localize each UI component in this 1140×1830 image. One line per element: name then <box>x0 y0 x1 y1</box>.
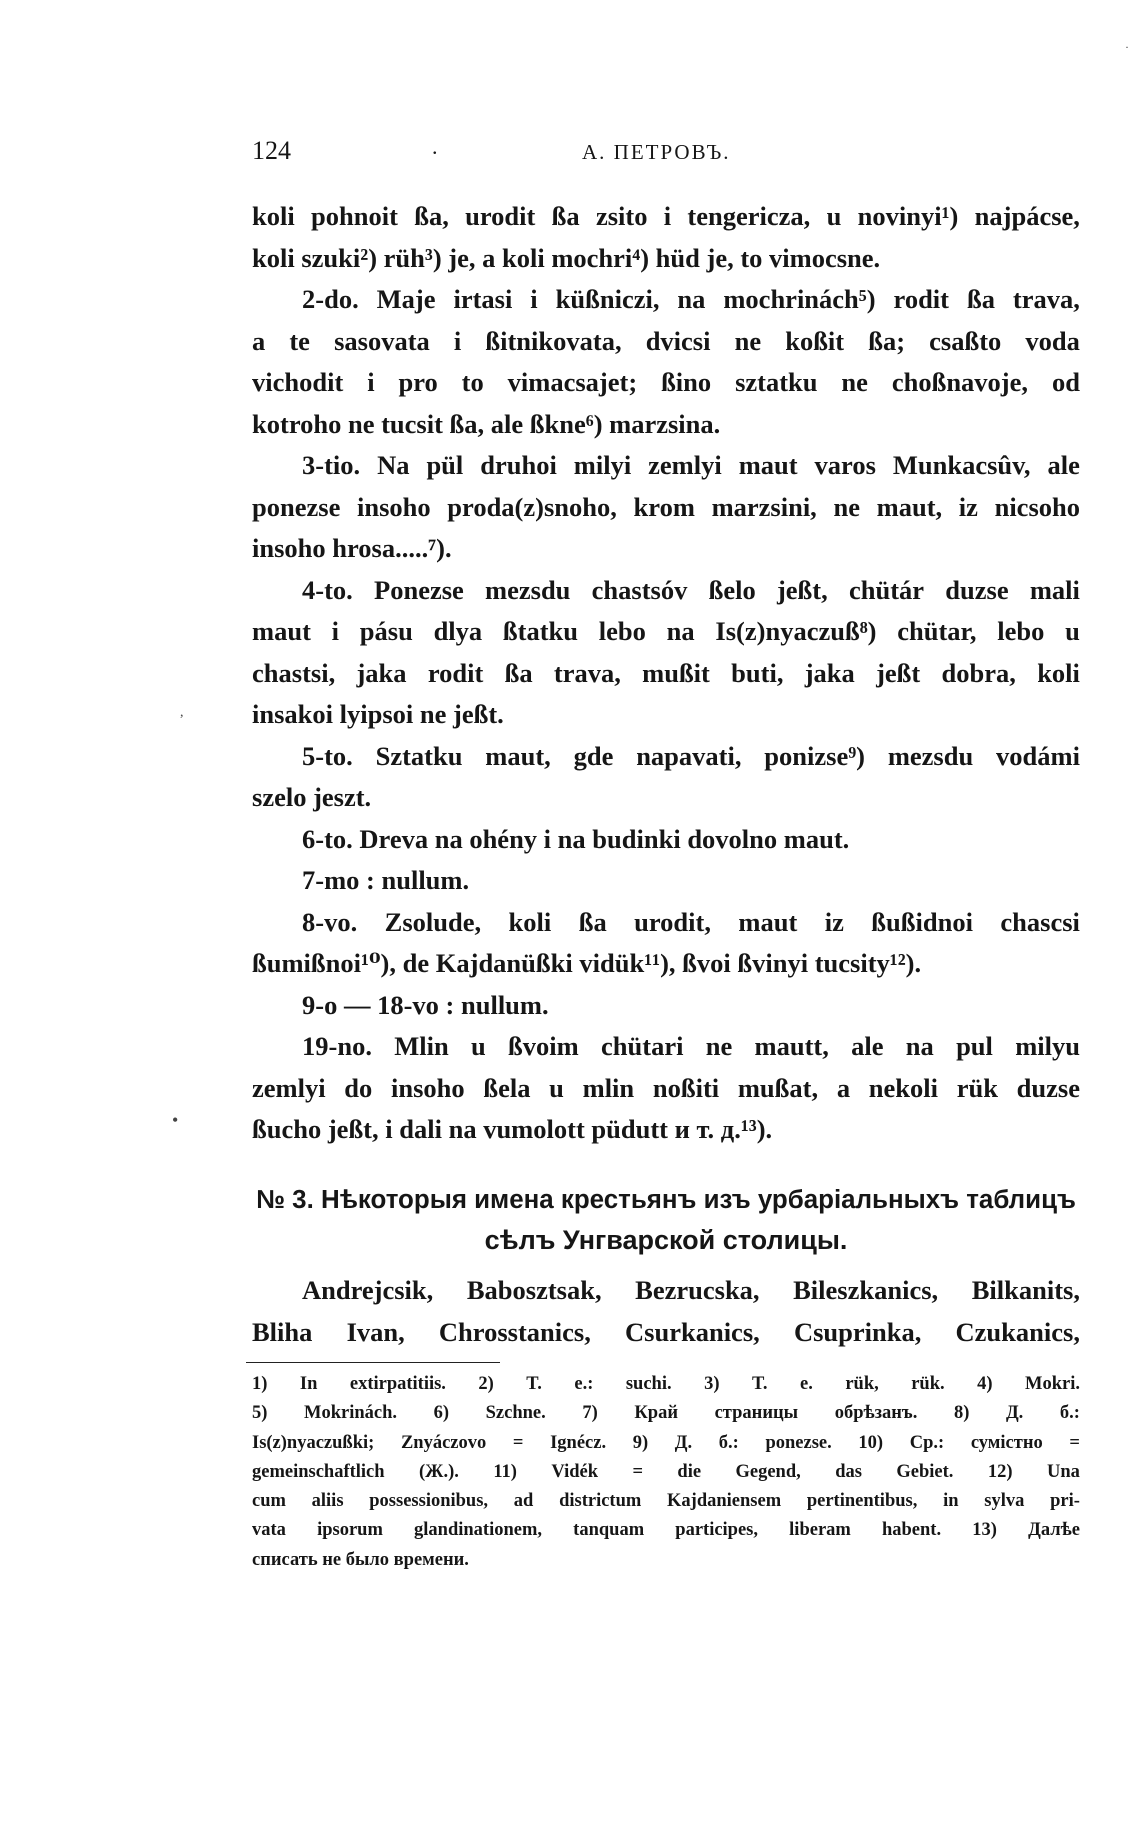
word: 3) <box>704 1374 720 1394</box>
word: Is(z)nyaczuß⁸) <box>715 616 877 646</box>
word: habent. <box>881 1520 942 1541</box>
word: urodit, <box>634 906 711 937</box>
word: ßitnikovata, <box>485 325 622 356</box>
word: ale <box>851 1031 884 1061</box>
word: marzsini, <box>711 491 817 522</box>
word: Kajdaniensem <box>667 1491 782 1512</box>
word: napavati, <box>636 740 742 771</box>
word: tanquam <box>573 1520 645 1541</box>
word: pri- <box>1050 1491 1080 1512</box>
word: Zsolude, <box>384 906 482 937</box>
word: ponezse. <box>765 1432 832 1453</box>
word: jaka <box>356 657 407 688</box>
word: Znyáczovo <box>400 1432 487 1453</box>
word: T. <box>526 1374 542 1394</box>
text-line: ßumißnoi¹⁰), de Kajdanüßki vidük¹¹), ßvoi ßvinyi tucsity¹²). <box>252 948 922 978</box>
footnote-line <box>252 1399 1080 1428</box>
word: mußat, <box>737 1072 819 1103</box>
word: vata <box>252 1520 286 1541</box>
word: rük <box>956 1072 998 1103</box>
word: insoho <box>390 1072 465 1103</box>
page-header <box>252 136 1080 176</box>
word: Sztatku <box>375 740 463 771</box>
word: insoho <box>356 491 431 522</box>
word: Una <box>1046 1461 1080 1482</box>
word: Chrosstanics, <box>438 1316 591 1347</box>
word: б.: <box>718 1432 739 1453</box>
word: = <box>1069 1432 1080 1453</box>
names-line <box>252 1270 1080 1312</box>
word: 6) <box>433 1403 450 1424</box>
word: do <box>344 1072 373 1103</box>
word: i <box>530 284 538 314</box>
word: das <box>835 1461 862 1482</box>
word: participes, <box>675 1520 759 1541</box>
word: (Ж.). <box>419 1461 459 1482</box>
scan-speck: , <box>180 705 184 720</box>
word: ne <box>833 491 860 522</box>
word: ßela <box>483 1072 531 1103</box>
word: 9) <box>632 1432 649 1453</box>
word: zsito <box>595 201 648 231</box>
word: pro <box>398 367 438 397</box>
word: u <box>549 1072 564 1103</box>
word: in <box>943 1491 959 1512</box>
word: Mokrinách. <box>304 1403 398 1424</box>
word: ne <box>734 325 762 356</box>
word: chascsi <box>1000 906 1080 937</box>
word: maut <box>738 450 798 480</box>
word: Bileszkanics, <box>793 1275 939 1305</box>
footnote-line <box>252 1429 1080 1458</box>
text-line: ßucho jeßt, i dali na vumolott püdutt и т. д.¹³). <box>252 1114 773 1144</box>
word: pül <box>426 450 464 480</box>
word: najpácse, <box>974 201 1080 231</box>
word: страницы <box>714 1403 799 1424</box>
word: rük. <box>911 1374 945 1394</box>
text-line: 6-to. Dreva na ohény i na budinki dovolno maut. <box>302 823 850 854</box>
word: In <box>299 1374 318 1394</box>
word: jeßt, <box>776 574 828 605</box>
word: dobra, <box>941 657 1016 688</box>
word: nekoli <box>868 1072 938 1103</box>
word: na <box>677 284 706 314</box>
word: maut <box>252 616 311 646</box>
running-head: А. ПЕТРОВЪ. <box>582 140 731 164</box>
word: jaka <box>804 657 855 688</box>
word: buti, <box>731 657 784 688</box>
word: i <box>453 325 462 356</box>
word: duzse <box>1016 1072 1080 1103</box>
text-line: kotroho ne tucsit ßa, ale ßkne⁶) marzsina. <box>252 408 721 439</box>
word: 3-tio. <box>302 450 361 480</box>
word: ßa <box>551 201 580 231</box>
text-line: insoho hrosa.....⁷). <box>252 533 452 563</box>
word: ßa <box>966 284 995 314</box>
word: 8) <box>953 1403 970 1424</box>
word: Край <box>634 1403 678 1424</box>
text-line <box>252 321 1080 363</box>
section-heading <box>252 1180 1080 1260</box>
word: te <box>289 325 310 356</box>
word: Szchne. <box>485 1403 546 1424</box>
footnote-line <box>252 1516 1080 1545</box>
word: chütari <box>601 1031 684 1061</box>
word: ßa; <box>868 325 906 356</box>
word: Andrejcsik, <box>302 1275 434 1305</box>
text-line <box>252 902 1080 944</box>
text-line <box>252 362 1080 404</box>
word: Ponezse <box>374 574 464 605</box>
word: koli <box>1037 657 1080 688</box>
word: noßiti <box>652 1072 720 1103</box>
word: u <box>1065 616 1080 646</box>
word: ne <box>705 1031 733 1061</box>
word: chütar, <box>897 616 977 646</box>
word: Is(z)nyaczußki; <box>252 1432 375 1453</box>
word: extirpatitiis. <box>349 1374 446 1394</box>
word: milyu <box>1015 1031 1080 1061</box>
scan-speck: • <box>172 1110 179 1130</box>
word: 8-vo. <box>302 906 358 937</box>
word: voda <box>1025 325 1080 356</box>
footnote-line <box>252 1458 1080 1487</box>
text-line <box>252 487 1080 529</box>
word: Ivan, <box>346 1316 405 1347</box>
word: 5-to. <box>302 740 353 771</box>
word: nicsoho <box>994 491 1080 522</box>
word: jeßt <box>876 657 921 688</box>
text-line <box>252 736 1080 778</box>
word: rodit <box>893 284 949 314</box>
word: ale <box>1047 450 1080 480</box>
word: ßa, <box>414 201 449 231</box>
word: mezsdu <box>485 574 571 605</box>
word: chastsóv <box>591 574 688 605</box>
word: aliis <box>311 1491 344 1512</box>
word: tengericza, <box>687 201 811 231</box>
word: liberam <box>789 1520 851 1541</box>
word: mezsdu <box>887 740 974 771</box>
footnote-line <box>252 1370 1080 1399</box>
word: ad <box>513 1491 534 1512</box>
word: zemlyi <box>252 1072 326 1103</box>
text-line <box>252 196 1080 238</box>
word: ßa <box>504 657 533 688</box>
word: Na <box>377 450 410 480</box>
word: e.: <box>574 1374 594 1394</box>
word: na <box>905 1031 934 1061</box>
word: lebo <box>598 616 646 646</box>
word: Далѣе <box>1028 1520 1080 1541</box>
text-line <box>252 1068 1080 1110</box>
word: novinyi¹) <box>857 201 959 231</box>
word: mautt, <box>754 1031 829 1061</box>
text-line <box>252 570 1080 612</box>
word: trava, <box>1012 284 1080 314</box>
word: ne <box>841 367 868 397</box>
word: 11) <box>493 1461 517 1482</box>
word: 5) <box>252 1403 268 1424</box>
text-line <box>252 279 1080 321</box>
word: a <box>836 1072 851 1103</box>
word: chastsi, <box>252 657 336 688</box>
word: 4-to. <box>302 574 353 605</box>
word: ponezse <box>252 491 341 522</box>
word: ßußidnoi <box>871 906 973 937</box>
word: ßino <box>661 367 712 397</box>
word: a <box>252 325 266 356</box>
word: druhoi <box>480 450 557 480</box>
word: krom <box>633 491 695 522</box>
footnotes <box>252 1370 1080 1575</box>
word: e. <box>800 1374 813 1394</box>
word: ipsorum <box>317 1520 383 1541</box>
word: 19-no. <box>302 1031 372 1061</box>
word: vimacsajet; <box>507 367 638 397</box>
word: Babosztsak, <box>466 1275 602 1305</box>
word: обрѣзанъ. <box>834 1403 918 1424</box>
word: sasovata <box>334 325 430 356</box>
text-line <box>252 1026 1080 1068</box>
word: iz <box>824 906 844 937</box>
word: u <box>471 1031 486 1061</box>
section-title-line-1: № 3. Нѣкоторыя имена крестьянъ изъ урбаріальныхъ таблицъ <box>256 1186 1076 1214</box>
word: Ignécz. <box>550 1432 607 1453</box>
word: sztatku <box>735 367 818 397</box>
word: Ср.: <box>909 1432 945 1453</box>
word: irtasi <box>453 284 513 314</box>
word: Bilkanits, <box>971 1275 1080 1305</box>
word: maut <box>738 906 798 937</box>
word: possessionibus, <box>369 1491 489 1512</box>
word: i <box>367 367 375 397</box>
word: = <box>512 1432 524 1453</box>
word: urodit <box>465 201 536 231</box>
word: Mlin <box>394 1031 449 1061</box>
word: ßvoim <box>508 1031 579 1061</box>
word: Gebiet. <box>896 1461 954 1482</box>
word: vodámi <box>996 740 1080 771</box>
word: ponizse⁹) <box>764 740 865 771</box>
word: pásu <box>359 616 413 646</box>
word: koli <box>508 906 552 937</box>
word: i <box>663 201 672 231</box>
text-line: szelo jeszt. <box>252 782 372 812</box>
footnote-divider <box>246 1362 500 1363</box>
word: lebo <box>997 616 1045 646</box>
word: proda(z)snoho, <box>447 491 617 522</box>
word: Vidék <box>551 1461 598 1482</box>
word: maut, <box>485 740 551 771</box>
word: die <box>677 1461 702 1482</box>
footnote-line <box>252 1487 1080 1516</box>
word: koli <box>252 201 295 231</box>
page-number: 124 <box>252 136 291 165</box>
word: Д. <box>1005 1403 1024 1424</box>
scan-speck: · <box>1125 40 1129 54</box>
names-list <box>252 1270 1080 1353</box>
word: chütár <box>848 574 925 605</box>
word: mußit <box>642 657 710 688</box>
text-line: koli szuki²) rüh³) je, a koli mochri⁴) hüd je, to vimocsne. <box>252 242 881 273</box>
word: Gegend, <box>735 1461 801 1482</box>
word: pohnoit <box>311 201 398 231</box>
word: to <box>461 367 484 397</box>
word: 4) <box>977 1374 993 1394</box>
word: küßniczi, <box>555 284 660 314</box>
word: ßa <box>578 906 607 937</box>
word: iz <box>958 491 978 522</box>
word: koßit <box>785 325 845 356</box>
word: Mokri. <box>1025 1374 1080 1394</box>
word: gemeinschaftlich <box>252 1461 385 1482</box>
word: Bliha <box>252 1316 313 1347</box>
word: maut, <box>876 491 943 522</box>
word: sylva <box>984 1491 1025 1512</box>
word: u <box>826 201 842 231</box>
text-line <box>252 445 1080 487</box>
word: Bezrucska, <box>635 1275 760 1305</box>
text-line: insakoi lyipsoi ne jeßt. <box>252 699 504 729</box>
word: 7) <box>582 1403 598 1424</box>
word: Munkacsûv, <box>892 450 1031 480</box>
word: 12) <box>987 1461 1013 1482</box>
word: gde <box>573 740 614 771</box>
word: zemlyi <box>648 450 722 480</box>
text-line: 9-o — 18-vo : nullum. <box>302 989 549 1020</box>
word: i <box>331 616 340 646</box>
word: rük, <box>845 1374 879 1394</box>
header-separator: . <box>432 134 438 159</box>
word: suchi. <box>625 1374 672 1394</box>
word: pul <box>956 1031 993 1061</box>
word: trava, <box>553 657 621 688</box>
word: rodit <box>427 657 484 688</box>
names-line <box>252 1312 1080 1354</box>
word: dvicsi <box>645 325 711 356</box>
word: Csurkanics, <box>625 1316 760 1347</box>
word: 2-do. <box>302 284 359 314</box>
word: Д. <box>674 1432 693 1453</box>
word: mochrinách⁵) <box>723 284 876 314</box>
word: csaßto <box>929 325 1002 356</box>
word: pertinentibus, <box>806 1491 918 1512</box>
word: 2) <box>478 1374 494 1394</box>
word: T. <box>751 1374 768 1394</box>
word: duzse <box>945 574 1009 605</box>
word: mali <box>1029 574 1080 605</box>
word: 1) <box>252 1374 268 1394</box>
text-line: 7-mo : nullum. <box>302 865 470 895</box>
word: mlin <box>582 1072 635 1103</box>
footnote-line: списать не было времени. <box>252 1549 469 1570</box>
text-line <box>252 611 1080 653</box>
word: Csuprinka, <box>793 1316 922 1347</box>
word: б.: <box>1059 1403 1080 1424</box>
word: 10) <box>858 1432 884 1453</box>
word: dlya <box>433 616 483 646</box>
word: vichodit <box>252 367 344 397</box>
word: сумістно <box>970 1432 1043 1453</box>
word: od <box>1051 367 1080 397</box>
word: na <box>666 616 695 646</box>
word: varos <box>814 450 876 480</box>
word: ßelo <box>708 574 756 605</box>
word: glandinationem, <box>414 1520 543 1541</box>
main-text <box>252 196 1080 1151</box>
word: cum <box>252 1491 286 1512</box>
word: districtum <box>559 1491 642 1512</box>
word: Czukanics, <box>955 1316 1080 1347</box>
section-title-line-2: сѣлъ Унгварской столицы. <box>484 1225 848 1255</box>
word: choßnavoje, <box>891 367 1029 397</box>
word: milyi <box>573 450 632 480</box>
word: Maje <box>376 284 436 314</box>
word: = <box>632 1461 643 1482</box>
text-line <box>252 653 1080 695</box>
word: 13) <box>972 1520 997 1541</box>
word: ßtatku <box>502 616 579 646</box>
